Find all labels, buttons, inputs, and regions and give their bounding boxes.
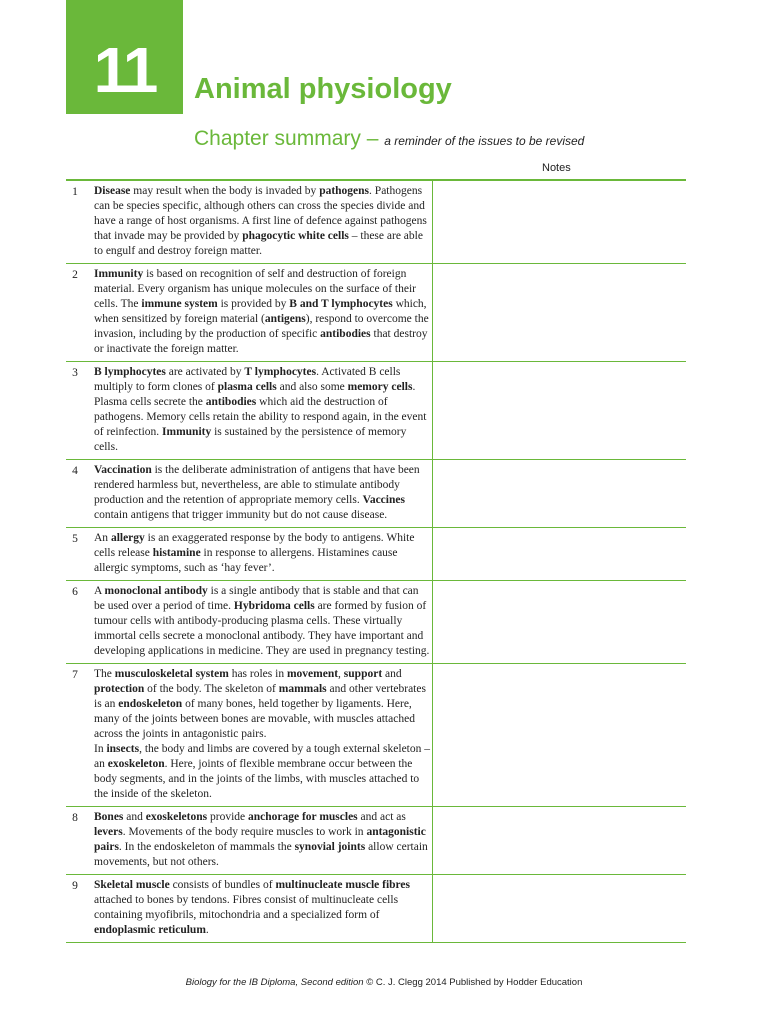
key-term: endoplasmic reticulum bbox=[94, 924, 206, 936]
key-term: exoskeletons bbox=[145, 811, 208, 823]
text-run: . Pathogens can be species specific, although others can cross the species divide and have a range of host organisms. A first line of defence against pathogens that invade may be provided by bbox=[94, 185, 427, 242]
notes-cell bbox=[432, 664, 687, 806]
text-run: . Plasma cells secrete the bbox=[94, 381, 416, 408]
text-run: contain antigens that trigger immunity but do not cause disease. bbox=[94, 509, 388, 521]
summary-heading-text: Chapter summary – bbox=[194, 127, 379, 150]
text-run: is provided by bbox=[217, 298, 290, 310]
text-run: in response to allergens. Histamines cause allergic symptoms, such as ‘hay fever’. bbox=[94, 547, 398, 574]
text-run: allow certain movements, but not others. bbox=[94, 841, 428, 868]
notes-cell bbox=[432, 528, 687, 580]
key-term: exoskeleton bbox=[107, 758, 165, 770]
key-term: Disease bbox=[94, 185, 131, 197]
key-term: phagocytic white cells bbox=[242, 230, 349, 242]
text-run: . Here, joints of flexible membrane occur between the body segments, and in the joints of the limbs, with muscles attached to the inside of the skeleton. bbox=[94, 758, 420, 800]
text-run: which, when sensitized by foreign material ( bbox=[94, 298, 427, 325]
row-text bbox=[94, 528, 432, 580]
summary-row bbox=[66, 664, 686, 807]
key-term: Bones bbox=[94, 811, 124, 823]
row-number: 6 bbox=[72, 586, 78, 598]
text-run: is a single antibody that is stable and that can be used over a period of time. bbox=[94, 585, 419, 612]
row-text bbox=[94, 362, 432, 459]
row-text bbox=[94, 875, 432, 942]
key-term: B and T lymphocytes bbox=[289, 298, 393, 310]
text-run: and also some bbox=[276, 381, 348, 393]
text-run: are formed by fusion of tumour cells with antibody-producing plasma cells. These virtually immortal cells secrete a monoclonal antibody. They have important and developing applications in medicine. They are used in pregnancy testing. bbox=[94, 600, 430, 657]
row-number: 9 bbox=[72, 880, 78, 892]
notes-cell bbox=[432, 875, 687, 942]
text-run: . In the endoskeleton of mammals the bbox=[118, 841, 295, 853]
row-text bbox=[94, 181, 432, 263]
text-run: A bbox=[94, 585, 105, 597]
key-term: T lymphocytes bbox=[244, 366, 317, 378]
footer-book-title: Biology for the IB Diploma, Second edition bbox=[185, 977, 364, 988]
key-term: protection bbox=[94, 683, 145, 695]
text-run: attached to bones by tendons. Fibres consist of multinucleate cells containing myofibrils, mitochondria and a specialized form of bbox=[94, 894, 399, 921]
notes-column-header: Notes bbox=[542, 162, 571, 174]
text-run: is the deliberate administration of antigens that have been rendered harmless but, nevertheless, are able to stimulate antibody production and the retention of appropriate memory cells. bbox=[94, 464, 420, 506]
key-term: allergy bbox=[110, 532, 145, 544]
key-term: antigens bbox=[264, 313, 306, 325]
key-term: B lymphocytes bbox=[94, 366, 166, 378]
chapter-title: Animal physiology bbox=[194, 73, 452, 105]
key-term: antagonistic pairs bbox=[94, 826, 426, 853]
footer-credit: © C. J. Clegg 2014 Published by Hodder Education bbox=[363, 977, 583, 988]
key-term: antibodies bbox=[320, 328, 371, 340]
summary-heading bbox=[194, 124, 584, 156]
row-number: 4 bbox=[72, 465, 78, 477]
text-run: is sustained by the persistence of memory cells. bbox=[94, 426, 407, 453]
notes-cell bbox=[432, 460, 687, 527]
text-run: . Activated B cells multiply to form clones of bbox=[94, 366, 401, 393]
summary-row bbox=[66, 875, 686, 943]
summary-row bbox=[66, 362, 686, 460]
text-run: In bbox=[94, 743, 107, 755]
text-run: may result when the body is invaded by bbox=[130, 185, 320, 197]
key-term: Skeletal muscle bbox=[94, 879, 170, 891]
key-term: multinucleate muscle fibres bbox=[275, 879, 411, 891]
row-text bbox=[94, 664, 432, 806]
key-term: insects bbox=[106, 743, 140, 755]
text-run: and bbox=[382, 668, 402, 680]
text-run: , the body and limbs are covered by a tough external skeleton – an bbox=[94, 743, 430, 770]
key-term: synovial joints bbox=[294, 841, 366, 853]
text-run: , bbox=[338, 668, 344, 680]
row-number: 5 bbox=[72, 533, 78, 545]
summary-table bbox=[66, 179, 686, 943]
row-text bbox=[94, 460, 432, 527]
row-number: 2 bbox=[72, 269, 78, 281]
text-run: . bbox=[205, 924, 209, 936]
text-run: of many bones, held together by ligaments. Here, many of the joints between bones are movable, with muscles attached across the joints in antagonistic pairs. bbox=[94, 698, 415, 740]
key-term: monoclonal antibody bbox=[104, 585, 208, 597]
key-term: Hybridoma cells bbox=[233, 600, 315, 612]
text-run: and other vertebrates is an bbox=[94, 683, 426, 710]
key-term: antibodies bbox=[205, 396, 257, 408]
text-run: consists of bundles of bbox=[169, 879, 276, 891]
key-term: Vaccines bbox=[362, 494, 405, 506]
key-term: immune system bbox=[141, 298, 218, 310]
text-run: provide bbox=[207, 811, 248, 823]
key-term: Immunity bbox=[94, 268, 144, 280]
summary-row bbox=[66, 460, 686, 528]
row-text bbox=[94, 264, 432, 361]
text-run: and act as bbox=[357, 811, 406, 823]
key-term: mammals bbox=[278, 683, 327, 695]
summary-row bbox=[66, 581, 686, 664]
text-run: of the body. The skeleton of bbox=[144, 683, 279, 695]
text-run: ), respond to overcome the invasion, including by the production of specific bbox=[94, 313, 429, 340]
key-term: support bbox=[343, 668, 383, 680]
key-term: anchorage for muscles bbox=[248, 811, 358, 823]
chapter-number-box bbox=[66, 0, 183, 114]
chapter-number: 11 bbox=[93, 34, 156, 106]
text-run: – these are able to engulf and destroy foreign matter. bbox=[94, 230, 423, 257]
key-term: pathogens bbox=[319, 185, 370, 197]
key-term: Vaccination bbox=[94, 464, 152, 476]
key-term: plasma cells bbox=[217, 381, 277, 393]
summary-row bbox=[66, 807, 686, 875]
text-run: is an exaggerated response by the body to antigens. White cells release bbox=[94, 532, 415, 559]
text-run: . Movements of the body require muscles to work in bbox=[122, 826, 367, 838]
row-number: 1 bbox=[72, 186, 78, 198]
text-run: and bbox=[123, 811, 146, 823]
row-text bbox=[94, 581, 432, 663]
notes-cell bbox=[432, 581, 687, 663]
row-number: 7 bbox=[72, 669, 78, 681]
notes-cell bbox=[432, 807, 687, 874]
key-term: memory cells bbox=[347, 381, 413, 393]
text-run: is based on recognition of self and destruction of foreign material. Every organism has unique molecules on the surface of their cells. The bbox=[94, 268, 416, 310]
key-term: Immunity bbox=[162, 426, 212, 438]
summary-subtitle: a reminder of the issues to be revised bbox=[384, 134, 585, 148]
text-run: which aid the destruction of pathogens. Memory cells retain the ability to respond again, in the event of reinfection. bbox=[94, 396, 427, 438]
notes-cell bbox=[432, 181, 687, 263]
text-run: that destroy or inactivate the foreign matter. bbox=[94, 328, 428, 355]
text-run: The bbox=[94, 668, 115, 680]
row-number: 8 bbox=[72, 812, 78, 824]
notes-cell bbox=[432, 264, 687, 361]
page-footer bbox=[0, 976, 768, 990]
row-text bbox=[94, 807, 432, 874]
text-run: An bbox=[94, 532, 111, 544]
text-run: are activated by bbox=[165, 366, 245, 378]
key-term: movement bbox=[286, 668, 339, 680]
key-term: endoskeleton bbox=[118, 698, 183, 710]
key-term: histamine bbox=[152, 547, 201, 559]
notes-cell bbox=[432, 362, 687, 459]
summary-row bbox=[66, 181, 686, 264]
summary-row bbox=[66, 528, 686, 581]
text-run: has roles in bbox=[228, 668, 287, 680]
key-term: musculoskeletal system bbox=[114, 668, 229, 680]
key-term: levers bbox=[94, 826, 123, 838]
summary-row bbox=[66, 264, 686, 362]
row-number: 3 bbox=[72, 367, 78, 379]
